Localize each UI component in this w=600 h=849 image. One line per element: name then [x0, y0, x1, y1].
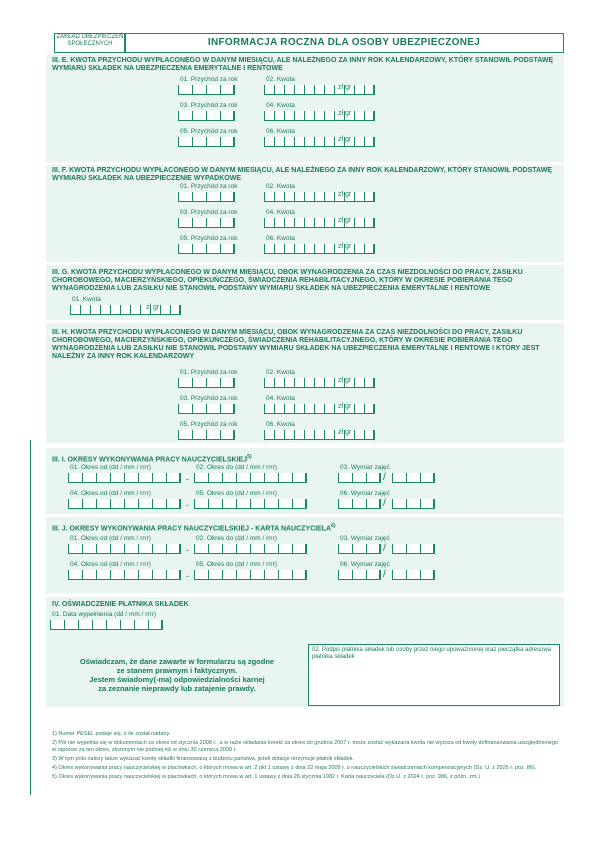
date-field-cells[interactable] — [50, 620, 162, 630]
year-field[interactable] — [178, 404, 234, 414]
field-label: 03. Przychód za rok — [180, 102, 238, 109]
hours-total-field[interactable] — [392, 499, 434, 509]
zl-label: zł — [338, 191, 344, 198]
zl-label: zł — [338, 110, 344, 117]
currency-label — [338, 429, 351, 436]
date-to-field[interactable] — [194, 570, 306, 580]
gr-label: gr — [345, 191, 352, 198]
field-label: 01. Kwota — [72, 296, 101, 303]
year-field[interactable] — [178, 192, 234, 202]
zl-label: zł — [146, 304, 152, 311]
date-from-field[interactable] — [68, 570, 180, 580]
section-g-title: III. G. KWOTA PRZYCHODU WYPŁACONEGO W DANYM MIESIĄCU, OBOK WYNAGRODZENIA ZA CZAS NIEZDOLNOŚCI DO PRACY, ZASIŁKU CHOROBOWEGO, MACIERZYŃSKIEGO, OPIEKUŃCZEGO, ŚWIADCZENIA REHABILITACYJNEGO, KTÓRY W OKRESIE POBIERANIA TEGO WYNAGRODZENIA LUB ZASIŁKU NIE STANOWIŁ PODSTAWY WYMIARU SKŁADEK NA UBEZPIECZENIA EMERYTALNE I RENTOWE — [52, 269, 523, 292]
gr-label: gr — [345, 110, 352, 117]
currency-label — [338, 377, 351, 384]
field-label: 06. Kwota — [266, 128, 295, 135]
gr-label: gr — [345, 84, 352, 91]
currency-label — [338, 403, 351, 410]
amount-field[interactable] — [264, 192, 374, 202]
field-label: 06. Kwota — [266, 421, 295, 428]
currency-label — [338, 84, 351, 91]
gr-label: gr — [345, 429, 352, 436]
field-label: 01. Przychód za rok — [180, 369, 238, 376]
footnotes — [52, 731, 558, 781]
zl-label: zł — [338, 217, 344, 224]
field-label: 01. Okres od (dd / mm / rrrr) — [70, 535, 151, 542]
field-label: 04. Kwota — [266, 395, 295, 402]
hours-field[interactable] — [338, 473, 380, 483]
amount-field[interactable] — [264, 137, 374, 147]
year-field[interactable] — [178, 218, 234, 228]
gr-label: gr — [345, 243, 352, 250]
gr-label: gr — [345, 136, 352, 143]
field-label: 06. Kwota — [266, 235, 295, 242]
date-to-field[interactable] — [194, 473, 306, 483]
field-label: 03. Wymiar zajęć — [340, 535, 390, 542]
zl-label: zł — [338, 403, 344, 410]
field-label: 05. Przychód za rok — [180, 421, 238, 428]
field-label: 04. Okres od (dd / mm / rrrr) — [70, 561, 151, 568]
year-field[interactable] — [178, 430, 234, 440]
currency-label — [146, 304, 159, 311]
date-from-field[interactable] — [68, 544, 180, 554]
section-j-title: III. J. OKRESY WYKONYWANIA PRACY NAUCZYCIELSKIEJ - KARTA NAUCZYCIELA$^{6)}$ — [52, 523, 336, 533]
dash: - — [186, 500, 189, 510]
section-iv-title: IV. OŚWIADCZENIE PŁATNIKA SKŁADEK — [52, 601, 189, 608]
section-h-title: III. H. KWOTA PRZYCHODU WYPŁACONEGO W DANYM MIESIĄCU, OBOK WYNAGRODZENIA ZA CZAS NIEZDOLNOŚCI DO PRACY, ZASIŁKU CHOROBOWEGO, MACIERZYŃSKIEGO, OPIEKUŃCZEGO, ŚWIADCZENIA REHABILITACYJNEGO, KTÓRY W OKRESIE POBIERANIA TEGO WYNAGRODZENIA LUB ZASIŁKU NIE STANOWIŁ PODSTAWY WYMIARU SKŁADEK NA UBEZPIECZENIA EMERYTALNE I RENTOWE I KTÓRY JEST NALEŻNY ZA INNY ROK KALENDARZOWY — [52, 329, 540, 360]
field-label: 06. Wymiar zajęć — [340, 490, 390, 497]
amount-field[interactable] — [264, 85, 374, 95]
footnote-3: 3) W tym polu należy także wykazać kwotę składki finansowaną z budżetu państwa, jeżeli dotacje otrzymuje płatnik składek. — [52, 756, 355, 762]
dash: - — [186, 474, 189, 484]
amount-field[interactable] — [264, 244, 374, 254]
field-label: 03. Przychód za rok — [180, 395, 238, 402]
slash: / — [383, 569, 386, 580]
year-field[interactable] — [178, 137, 234, 147]
field-label: 01. Przychód za rok — [180, 76, 238, 83]
gr-label: gr — [345, 377, 352, 384]
section-f-title: III. F. KWOTA PRZYCHODU WYPŁACONEGO W DANYM MIESIĄCU, ALE NALEŻNEGO ZA INNY ROK KALENDARZOWY, KTÓRY STANOWIŁ PODSTAWĘ WYMIARU SKŁADEK NA UBEZPIECZENIE WYPADKOWE — [52, 167, 552, 182]
dash: - — [186, 571, 189, 581]
field-label: 05. Okres do (dd / mm / rrrr) — [196, 490, 277, 497]
year-field[interactable] — [178, 244, 234, 254]
slash: / — [383, 472, 386, 483]
gr-label: gr — [345, 403, 352, 410]
currency-label — [338, 110, 351, 117]
field-label: 04. Okres od (dd / mm / rrrr) — [70, 490, 151, 497]
year-field[interactable] — [178, 111, 234, 121]
year-field[interactable] — [178, 378, 234, 388]
amount-field[interactable] — [264, 378, 374, 388]
date-from-field[interactable] — [68, 473, 180, 483]
date-to-field[interactable] — [194, 499, 306, 509]
gr-label: gr — [153, 304, 160, 311]
slash: / — [383, 543, 386, 554]
amount-field[interactable] — [264, 404, 374, 414]
field-label: 02. Kwota — [266, 76, 295, 83]
zl-label: zł — [338, 84, 344, 91]
field-label: 02. Kwota — [266, 369, 295, 376]
zl-label: zł — [338, 377, 344, 384]
currency-label — [338, 136, 351, 143]
zus-label: ZAKŁAD UBEZPIECZEŃ SPOŁECZNYCH — [54, 33, 126, 53]
currency-label — [338, 243, 351, 250]
field-label: 02. Kwota — [266, 183, 295, 190]
zl-label: zł — [338, 243, 344, 250]
form-title: INFORMACJA ROCZNA DLA OSOBY UBEZPIECZONEJ — [124, 33, 564, 53]
section-i-title: III. I. OKRESY WYKONYWANIA PRACY NAUCZYCIELSKIEJ$^{5)}$ — [52, 454, 252, 464]
field-label: 05. Przychód za rok — [180, 235, 238, 242]
hours-total-field[interactable] — [392, 544, 434, 554]
dash: - — [186, 545, 189, 555]
field-label: 04. Kwota — [266, 102, 295, 109]
footnote-1: 1) Numer PESEL podaje się, o ile został nadany. — [52, 731, 171, 737]
currency-label — [338, 217, 351, 224]
amount-field[interactable] — [70, 305, 180, 315]
amount-field[interactable] — [264, 111, 374, 121]
hours-field[interactable] — [338, 499, 380, 509]
hours-total-field[interactable] — [392, 473, 434, 483]
section-e-title: III. E. KWOTA PRZYCHODU WYPŁACONEGO W DANYM MIESIĄCU, ALE NALEŻNEGO ZA INNY ROK KALENDARZOWY, KTÓRY STANOWIŁ PODSTAWĘ WYMIARU SKŁADEK NA UBEZPIECZENIA EMERYTALNE I RENTOWE — [52, 57, 554, 72]
field-label: 06. Wymiar zajęć — [340, 561, 390, 568]
currency-label — [338, 191, 351, 198]
hours-field[interactable] — [338, 544, 380, 554]
date-to-field[interactable] — [194, 544, 306, 554]
gr-label: gr — [345, 217, 352, 224]
footnote-5: 5) Okres wykonywania pracy nauczycielskiej w placówkach, o których mowa w art. 1 ustawy z dnia 26 stycznia 1982 r. Karta nauczyciela (Dz.U. z 2024 r. poz. 986, z późn. zm.) — [52, 774, 480, 780]
field-label: 02. Okres do (dd / mm / rrrr) — [196, 535, 277, 542]
amount-field[interactable] — [264, 218, 374, 228]
signature-label: 02. Podpis płatnika składek lub osoby przez niego upoważnionej oraz pieczątka adresowa płatnika składek — [312, 647, 552, 660]
field-label: 05. Okres do (dd / mm / rrrr) — [196, 561, 277, 568]
hours-field[interactable] — [338, 570, 380, 580]
zl-label: zł — [338, 136, 344, 143]
field-label: 01. Okres od (dd / mm / rrrr) — [70, 464, 151, 471]
date-from-field[interactable] — [68, 499, 180, 509]
field-label: 04. Kwota — [266, 209, 295, 216]
amount-field[interactable] — [264, 430, 374, 440]
field-label: 03. Przychód za rok — [180, 209, 238, 216]
slash: / — [383, 498, 386, 509]
field-label: 05. Przychód za rok — [180, 128, 238, 135]
year-field[interactable] — [178, 85, 234, 95]
zl-label: zł — [338, 429, 344, 436]
footnote-4: 4) Okres wykonywania pracy nauczycielskiej w placówkach, o których mowa w art. 2 pkt 1 ustawy z dnia 22 maja 2009 r. o nauczycielskich świadczeniach kompensacyjnych (Dz. U. z 2026 r. poz. 86). — [52, 765, 537, 771]
date-label: 01. Data wypełnienia (dd / mm / rrrr) — [52, 611, 157, 618]
footnote-2: 2) Pól nie wypełnia się w dokumentach za okres od stycznia 2008 r., a w razie składania korekt za okres do grudnia 2007 r. może zostać wykazana kwota nie wyższa od kwoty dofinansowania uwzględnionego w raporcie za ten okres, złożonym nie później niż w dniu 30 czerwca 2008 r. — [52, 740, 558, 753]
field-label: 01. Przychód za rok — [180, 183, 238, 190]
side-bracket — [30, 440, 41, 795]
declaration: Oświadczam, że dane zawarte w formularzu są zgodne ze stanem prawnym i faktycznym. Jestem świadomy(-ma) odpowiedzialności karnej za zeznanie nieprawdy lub zatajenie prawdy. — [79, 657, 275, 693]
hours-total-field[interactable] — [392, 570, 434, 580]
field-label: 02. Okres do (dd / mm / rrrr) — [196, 464, 277, 471]
field-label: 03. Wymiar zajęć — [340, 464, 390, 471]
